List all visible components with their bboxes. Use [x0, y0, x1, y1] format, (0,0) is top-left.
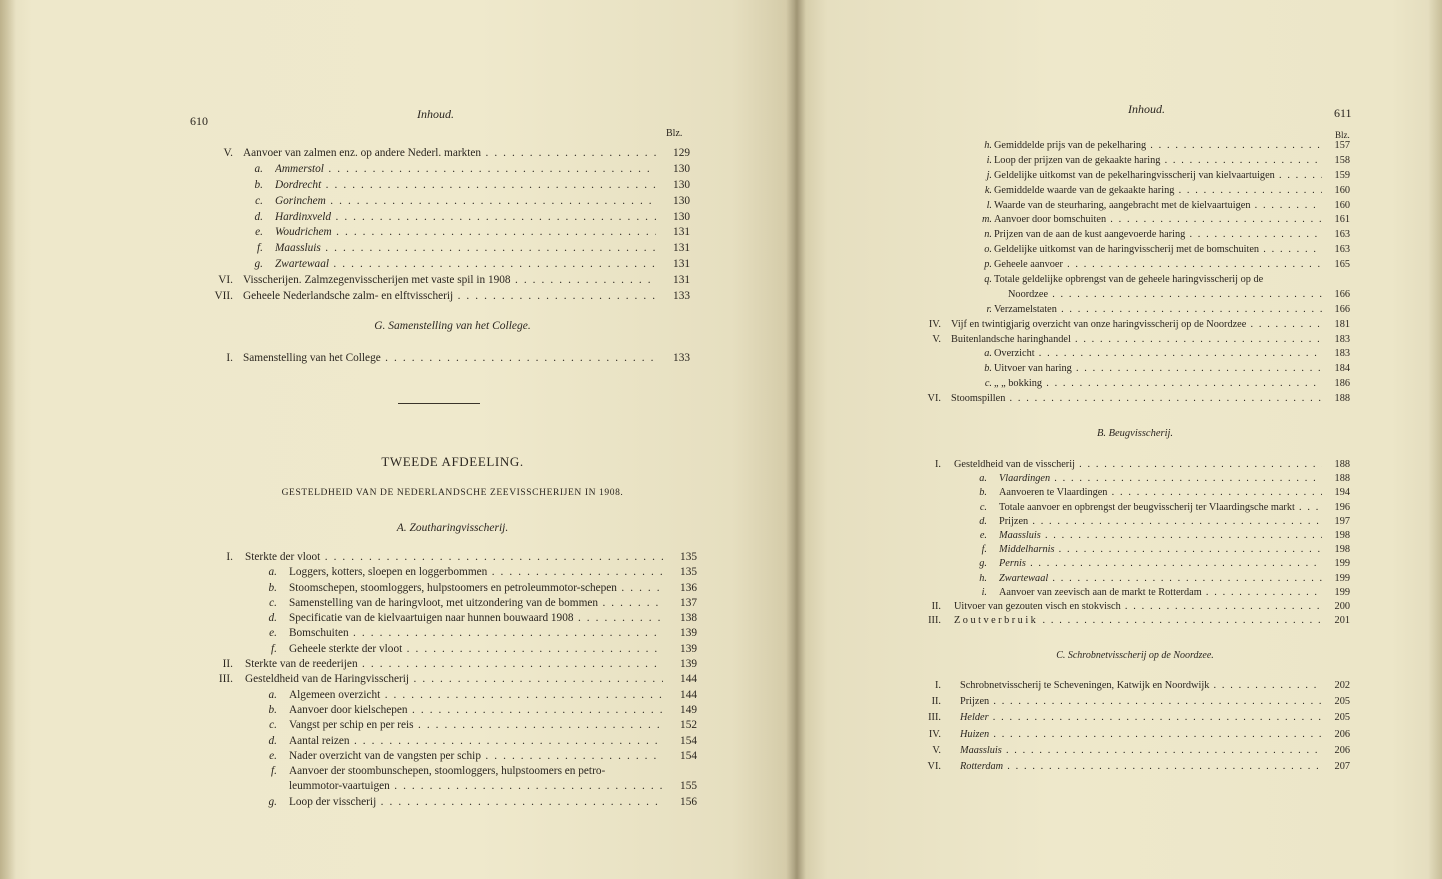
toc-entry-page: 131 [673, 258, 690, 271]
toc-entry [215, 146, 690, 162]
running-head-left: Inhoud. [417, 107, 454, 121]
toc-entry [920, 228, 1350, 243]
toc-entry-number: d. [268, 612, 277, 625]
toc-entry-number: c. [255, 194, 263, 207]
toc-entry-page: 206 [1334, 728, 1350, 740]
toc-entry [920, 139, 1350, 154]
toc-entry-title: Ammerstol [275, 162, 324, 175]
toc-entry-number: f. [271, 765, 277, 778]
toc-entry [215, 596, 697, 611]
toc-entry-title: Geldelijke uitkomst van de haringvisscherij met de bomschuiten [994, 244, 1260, 256]
toc-entry-number: VI. [927, 393, 941, 405]
toc-entry-title: Buitenlandsche haringhandel [951, 333, 1071, 345]
toc-entry-page: 158 [1334, 154, 1350, 166]
toc-entry-number: h. [984, 140, 992, 151]
toc-entry [215, 672, 697, 687]
toc-entry-page: 186 [1334, 378, 1350, 390]
toc-entry-title: Maassluis [999, 529, 1041, 541]
toc-entry-page: 160 [1334, 199, 1350, 211]
toc-entry [920, 288, 1350, 303]
toc-entry-page: 194 [1334, 487, 1350, 499]
toc-entry [920, 273, 1350, 288]
toc-entry [215, 611, 697, 626]
toc-entry-page: 154 [680, 734, 697, 747]
toc-entry [920, 572, 1350, 586]
toc-entry [215, 642, 697, 657]
toc-entry-title: Bomschuiten [289, 627, 349, 640]
toc-entry [215, 350, 690, 366]
toc-entry-page: 205 [1334, 696, 1350, 708]
toc-entry-title: Middelharnis [999, 544, 1055, 556]
toc-entry-number: e. [269, 627, 277, 640]
toc-entry-number: III. [218, 673, 233, 686]
toc-entry-page: 139 [680, 658, 697, 671]
toc-entry-title: Geheele sterkte der vloot [289, 642, 403, 655]
toc-entry-title: Pernis [999, 558, 1026, 570]
toc-entry-title: Overzicht [994, 348, 1035, 360]
toc-entry [920, 710, 1350, 726]
toc-entry-number: II. [222, 658, 233, 671]
toc-entry [920, 543, 1350, 557]
toc-entry-page: 183 [1334, 348, 1350, 360]
toc-entry-page: 200 [1334, 600, 1350, 612]
toc-entry [920, 377, 1350, 392]
toc-entry-page: 144 [680, 688, 697, 701]
toc-entry-page: 163 [1334, 229, 1350, 241]
toc-entry-title: leummotor-vaartuigen [289, 780, 390, 793]
toc-section-a-continued [920, 139, 1350, 407]
blz-label-left: Blz. [666, 128, 683, 139]
toc-entry-number: b. [979, 487, 987, 499]
toc-entry [920, 486, 1350, 500]
toc-section-c [920, 678, 1350, 775]
toc-entry-page: 163 [1334, 244, 1350, 256]
toc-entry-title: Aanvoer van zeevisch aan de markt te Rotterdam [999, 586, 1202, 598]
toc-entry-page: 188 [1334, 393, 1350, 405]
toc-entry-title: Uitvoer van gezouten visch en stokvisch [954, 600, 1121, 612]
toc-entry [215, 657, 697, 672]
toc-entry-number: a. [979, 473, 987, 485]
toc-entry [215, 273, 690, 289]
toc-entry-number: r. [986, 303, 992, 315]
toc-entry-title: Vangst per schip en per reis [289, 719, 414, 732]
toc-entry-number: V. [932, 333, 941, 345]
toc-entry-page: 199 [1334, 586, 1350, 598]
toc-entry-title: Schrobnetvisscherij te Scheveningen, Katwijk en Noordwijk [960, 680, 1210, 691]
toc-entry-page: 149 [680, 703, 697, 716]
toc-entry-page: 130 [673, 194, 690, 207]
toc-entry [920, 678, 1350, 694]
toc-entry-title: Stoomschepen, stoomloggers, hulpstoomers en petroleummotor-schepen [289, 581, 617, 594]
toc-entry [215, 749, 697, 764]
toc-entry-title: Uitvoer van haring [994, 363, 1072, 375]
toc-entry [920, 169, 1350, 184]
toc-entry [215, 779, 697, 794]
heading-g: G. Samenstelling van het College. [374, 320, 531, 332]
toc-entry-number: b. [984, 363, 992, 375]
toc-entry-page: 154 [680, 749, 697, 762]
toc-entry-number: VI. [218, 274, 233, 287]
toc-entry-number: V. [223, 147, 233, 159]
toc-entry-number: k. [984, 184, 992, 196]
blz-label-right: Blz. [1335, 130, 1350, 140]
toc-entry-number: IV. [928, 728, 941, 740]
toc-entry-page: 188 [1334, 473, 1350, 485]
toc-entry-number: f. [981, 544, 987, 556]
toc-entry-page: 157 [1334, 140, 1350, 151]
toc-entry-title: Geheele Nederlandsche zalm- en elftvisscherij [243, 290, 454, 303]
part-subtitle: GESTELDHEID VAN DE NEDERLANDSCHE ZEEVISSCHERIJEN IN 1908. [281, 488, 624, 498]
toc-entry-title: Totale aanvoer en opbrengst der beugvisscherij ter Vlaardingsche markt [999, 501, 1295, 513]
toc-entry-page: 131 [673, 274, 690, 287]
toc-entry-page: 138 [680, 612, 697, 625]
toc-entry [215, 241, 690, 257]
toc-entry [215, 194, 690, 210]
toc-entry-page: 201 [1334, 615, 1350, 627]
toc-entry-page: 131 [673, 242, 690, 255]
toc-entry-number: j. [986, 169, 992, 181]
toc-entry [920, 727, 1350, 743]
toc-entry-page: 133 [673, 352, 690, 364]
toc-entry [920, 600, 1350, 614]
toc-section-a [215, 550, 697, 810]
toc-entry-title: Aanvoer der stoombunschepen, stoomloggers, hulpstoomers en petro- [289, 765, 606, 778]
toc-entry-page: 165 [1334, 259, 1350, 271]
toc-entry-page: 198 [1334, 544, 1350, 556]
toc-entry [215, 581, 697, 596]
toc-entry-title: Gemiddelde waarde van de gekaakte haring [994, 184, 1175, 196]
toc-entry-number: q. [984, 274, 992, 286]
toc-entry-page: 159 [1334, 169, 1350, 181]
toc-entry-page: 183 [1334, 333, 1350, 345]
toc-entry [920, 614, 1350, 628]
heading-c: C. Schrobnetvisscherij op de Noordzee. [1056, 650, 1214, 661]
toc-entry-title: Algemeen overzicht [289, 688, 381, 701]
page-number-left: 610 [190, 114, 208, 128]
toc-entry [920, 586, 1350, 600]
toc-entry [215, 764, 697, 779]
toc-entry-number: VII. [214, 290, 233, 303]
toc-entry-title: Samenstelling van de haringvloot, met uitzondering van de bommen [289, 596, 599, 609]
toc-entry-title: Prijzen [960, 696, 990, 708]
toc-entry-page: 160 [1334, 184, 1350, 196]
toc-section-f [215, 146, 690, 305]
toc-entry [215, 703, 697, 718]
toc-section-g [215, 350, 690, 366]
toc-entry-title: Helder [960, 712, 989, 724]
toc-entry-number: g. [268, 795, 277, 808]
toc-entry [215, 550, 697, 565]
toc-entry-title: Vijf en twintigjarig overzicht van onze haringvisscherij op de Noordzee [951, 318, 1247, 330]
toc-entry-number: I. [934, 459, 941, 470]
toc-entry-page: 207 [1334, 760, 1350, 772]
toc-entry-number: h. [979, 572, 987, 584]
toc-entry-number: e. [269, 749, 277, 762]
toc-entry-number: a. [984, 348, 992, 360]
toc-entry [215, 289, 690, 305]
toc-entry [920, 759, 1350, 775]
toc-entry-number: l. [986, 199, 992, 211]
toc-entry-number: a. [254, 162, 263, 175]
toc-entry-page: 152 [680, 719, 697, 732]
toc-entry-title: Samenstelling van het College [243, 352, 381, 364]
toc-entry [920, 213, 1350, 228]
part-title: TWEEDE AFDEELING. [381, 454, 524, 469]
toc-entry-title: Vlaardingen [999, 473, 1051, 485]
toc-entry-number: b. [268, 703, 277, 716]
toc-entry-page: 197 [1334, 515, 1350, 527]
toc-entry-number: I. [226, 551, 233, 563]
toc-entry-page: 199 [1334, 558, 1350, 570]
toc-entry [920, 529, 1350, 543]
toc-entry-title: Nader overzicht van de vangsten per schip [289, 749, 481, 762]
toc-entry [215, 178, 690, 194]
toc-entry [920, 515, 1350, 529]
toc-entry-title: Specificatie van de kielvaartuigen naar hunnen bouwaard 1908 [289, 612, 574, 625]
toc-entry-title: Prijzen [999, 515, 1029, 527]
toc-entry-number: c. [269, 596, 277, 609]
toc-entry [920, 557, 1350, 571]
toc-entry-number: n. [984, 229, 992, 241]
toc-entry-title: Aanvoeren te Vlaardingen [999, 487, 1108, 499]
toc-entry-title: Prijzen van de aan de kust aangevoerde haring [994, 229, 1186, 241]
toc-entry [215, 225, 690, 241]
toc-entry-page: 161 [1334, 214, 1350, 226]
toc-entry-number: b. [268, 581, 277, 594]
toc-entry-number: d. [268, 734, 277, 747]
toc-entry [920, 243, 1350, 258]
toc-entry-title: Geldelijke uitkomst van de pekelharingvisscherij van kielvaartuigen [994, 169, 1275, 181]
toc-entry-title: Hardinxveld [275, 210, 332, 223]
toc-entry-number: i. [986, 154, 992, 166]
toc-entry-title: Rotterdam [960, 760, 1004, 772]
toc-entry-page: 206 [1334, 744, 1350, 756]
toc-entry-number: II. [931, 600, 941, 612]
toc-entry-title: Aantal reizen [289, 734, 350, 747]
toc-entry-title: Noordzee [1008, 288, 1049, 300]
toc-entry-page: 131 [673, 226, 690, 239]
toc-entry [920, 694, 1350, 710]
toc-entry-title: Huizen [960, 728, 990, 740]
toc-entry [215, 565, 697, 580]
toc-entry-number: e. [979, 529, 987, 541]
toc-entry-title: Gesteldheid van de Haringvisscherij [245, 673, 410, 686]
toc-entry [215, 162, 690, 178]
page-number-right: 611 [1334, 106, 1352, 120]
toc-entry-title: Geheele aanvoer [994, 259, 1063, 271]
toc-entry-page: 188 [1334, 459, 1350, 470]
toc-entry-page: 181 [1334, 318, 1350, 330]
toc-entry [920, 347, 1350, 362]
toc-entry-title: Aanvoer van zalmen enz. op andere Nederl. markten [243, 147, 482, 159]
heading-b: B. Beugvisscherij. [1096, 428, 1174, 439]
toc-entry-page: 137 [680, 596, 697, 609]
toc-entry [920, 501, 1350, 515]
toc-entry [920, 199, 1350, 214]
toc-entry-number: II. [931, 696, 941, 708]
toc-entry-title: Stoomspillen [951, 393, 1006, 405]
toc-entry [920, 333, 1350, 348]
toc-entry-title: Maassluis [275, 242, 321, 255]
toc-entry-number: f. [257, 242, 263, 255]
toc-entry-page: 144 [680, 673, 697, 686]
toc-entry [215, 734, 697, 749]
toc-entry [920, 258, 1350, 273]
toc-entry-number: b. [254, 178, 263, 191]
toc-entry-number: d. [979, 515, 987, 527]
toc-entry-page: 130 [673, 210, 690, 223]
toc-entry [920, 318, 1350, 333]
toc-entry [215, 795, 697, 810]
toc-entry-title: Loggers, kotters, sloepen en loggerbommen [289, 566, 488, 579]
toc-entry [920, 154, 1350, 169]
toc-entry [920, 392, 1350, 407]
toc-entry-page: 135 [680, 566, 697, 579]
toc-entry [920, 458, 1350, 472]
toc-entry-number: I. [226, 352, 233, 364]
toc-entry-title: Waarde van de steurharing, aangebracht met de kielvaartuigen [994, 199, 1251, 211]
toc-entry-page: 205 [1334, 712, 1350, 724]
toc-entry-title: Sterkte der vloot [245, 551, 321, 563]
toc-entry-title: „ „ bokking [994, 378, 1043, 390]
toc-entry-title: Gesteldheid van de visscherij [954, 459, 1075, 470]
toc-entry-title: Visscherijen. Zalmzegenvisscherijen met vaste spil in 1908 [243, 274, 511, 287]
toc-entry-title: Gorinchem [275, 194, 326, 207]
toc-entry-number: V. [932, 744, 941, 756]
toc-entry-number: g. [979, 558, 987, 570]
toc-entry [920, 303, 1350, 318]
toc-entry-title: Zoutverbruik [954, 615, 1039, 627]
toc-entry-page: 139 [680, 642, 697, 655]
toc-entry-number: c. [979, 501, 987, 513]
toc-entry [215, 718, 697, 733]
toc-entry-page: 196 [1334, 501, 1350, 513]
toc-entry-title: Verzamelstaten [994, 303, 1057, 315]
toc-entry-number: i. [981, 586, 987, 598]
toc-entry-number: VI. [927, 760, 941, 772]
toc-entry-page: 198 [1334, 529, 1350, 541]
toc-entry-number: d. [254, 210, 263, 223]
toc-entry-page: 130 [673, 178, 690, 191]
heading-a: A. Zoutharingvisscherij. [396, 522, 509, 534]
toc-entry-title: Dordrecht [275, 178, 322, 191]
toc-entry [920, 362, 1350, 377]
toc-entry-page: 156 [680, 795, 697, 808]
toc-entry-number: a. [268, 688, 277, 701]
running-head-right: Inhoud. [1128, 102, 1165, 116]
toc-entry-page: 155 [680, 780, 697, 793]
toc-entry-page: 166 [1334, 288, 1350, 300]
toc-entry-page: 139 [680, 627, 697, 640]
toc-entry [920, 184, 1350, 199]
toc-entry-number: III. [928, 615, 941, 627]
toc-entry [215, 257, 690, 273]
divider-rule [398, 403, 480, 404]
toc-entry-number: f. [271, 642, 277, 655]
toc-entry-title: Loop der prijzen van de gekaakte haring [994, 154, 1161, 166]
right-page [795, 0, 1442, 879]
toc-section-b [920, 458, 1350, 628]
toc-entry-number: III. [928, 712, 941, 724]
toc-entry [920, 472, 1350, 486]
toc-entry [215, 626, 697, 641]
toc-entry-number: g. [254, 258, 263, 271]
toc-entry-number: o. [984, 244, 992, 256]
toc-entry [920, 743, 1350, 759]
toc-entry-title: Woudrichem [275, 226, 332, 239]
toc-entry [215, 210, 690, 226]
toc-entry-page: 202 [1334, 680, 1350, 691]
toc-entry-number: a. [268, 566, 277, 579]
toc-entry-page: 136 [680, 581, 697, 594]
toc-entry-number: IV. [928, 318, 941, 330]
toc-entry-number: e. [255, 226, 263, 239]
toc-entry-page: 130 [673, 162, 690, 175]
toc-entry-number: c. [984, 378, 992, 390]
toc-entry-title: Loop der visscherij [289, 795, 377, 808]
toc-entry-number: p. [984, 259, 992, 271]
toc-entry-title: Aanvoer door bomschuiten [994, 214, 1107, 226]
toc-entry-page: 129 [673, 147, 690, 159]
toc-entry-page: 184 [1334, 363, 1350, 375]
toc-entry-title: Maassluis [960, 744, 1002, 756]
toc-entry-page: 199 [1334, 572, 1350, 584]
toc-entry-page: 166 [1334, 303, 1350, 315]
toc-entry-title: Zwartewaal [275, 258, 329, 271]
toc-entry-page: 133 [673, 290, 690, 303]
toc-entry-title: Sterkte van de reederijen [245, 658, 358, 671]
toc-entry [215, 688, 697, 703]
toc-entry-number: c. [269, 719, 277, 732]
toc-entry-title: Gemiddelde prijs van de pekelharing [994, 140, 1147, 151]
toc-entry-page: 135 [680, 551, 697, 563]
toc-entry-number: m. [981, 214, 992, 226]
toc-entry-title: Zwartewaal [999, 572, 1049, 584]
toc-entry-title: Aanvoer door kielschepen [289, 703, 408, 716]
toc-entry-number: I. [934, 680, 941, 691]
toc-entry-title: Totale geldelijke opbrengst van de geheele haringvisscherij op de [994, 274, 1264, 286]
